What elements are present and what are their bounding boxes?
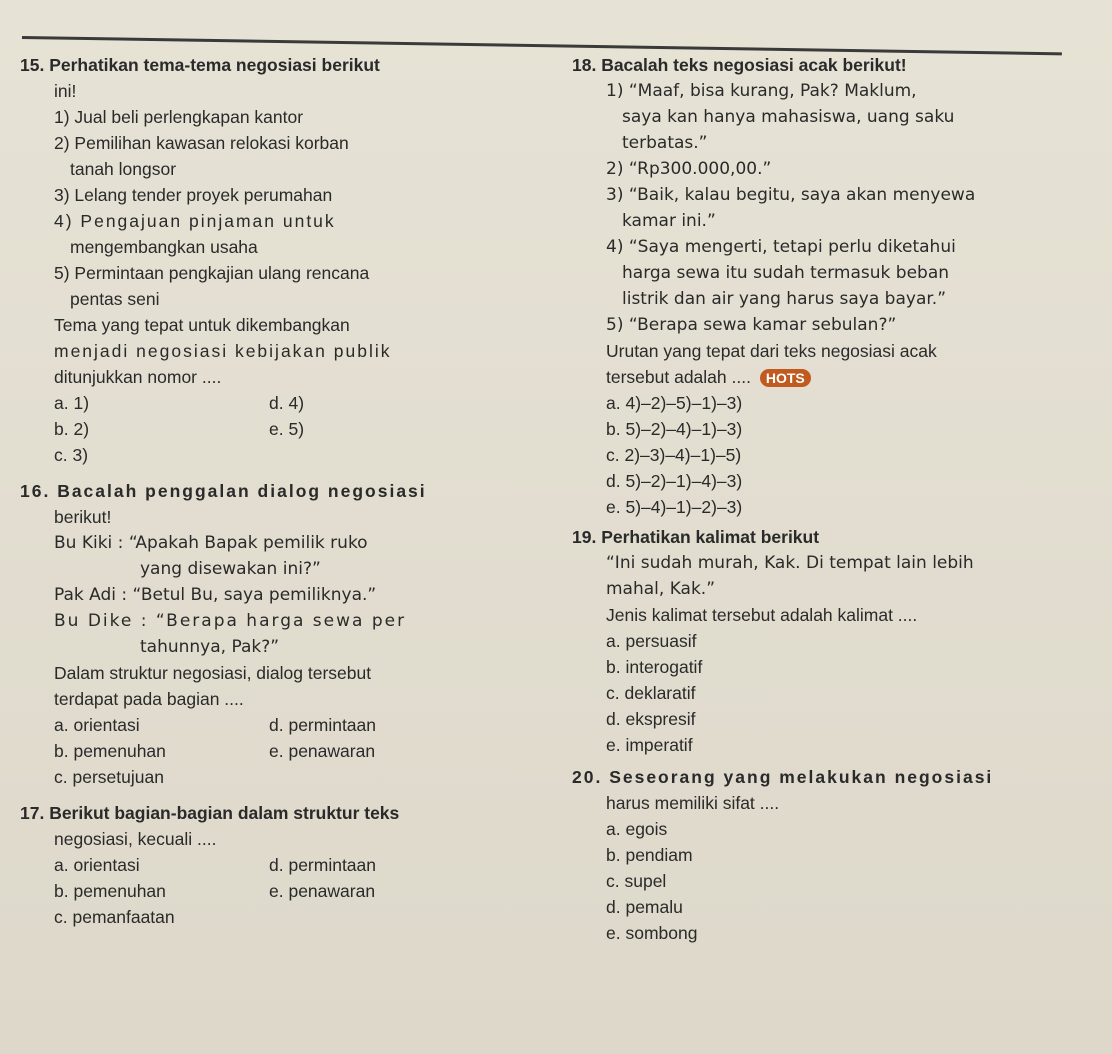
q16-option-b: b. pemenuhan [54, 741, 166, 761]
q18-option-e: e. 5)–4)–1)–2)–3) [606, 497, 743, 517]
q17-option-a: a. orientasi [54, 855, 140, 875]
q15-option-empty [269, 442, 484, 468]
q15-item-cont: tanah longsor [70, 159, 177, 179]
q18-option-b: b. 5)–2)–4)–1)–3) [606, 419, 743, 439]
question-16 [20, 478, 540, 790]
question-20 [572, 764, 1102, 946]
q15-option-d: d. 4) [269, 393, 305, 413]
q18-item: 2) “Rp300.000,00.” [606, 159, 772, 179]
q17-heading-cont: negosiasi, kecuali .... [54, 829, 217, 849]
q16-stem: terdapat pada bagian .... [54, 689, 244, 709]
q20-heading-cont: harus memiliki sifat .... [606, 793, 780, 813]
q15-item: 3) Lelang tender proyek perumahan [54, 185, 333, 205]
q16-options [20, 712, 540, 790]
q19-stem: Jenis kalimat tersebut adalah kalimat .... [606, 605, 918, 625]
q15-item: 5) Permintaan pengkajian ulang rencana [54, 263, 370, 283]
q16-stem: Dalam struktur negosiasi, dialog tersebut [54, 663, 372, 683]
q19-heading: 19. Perhatikan kalimat berikut [572, 527, 820, 547]
q16-dialog-line: Pak Adi : “Betul Bu, saya pemiliknya.” [54, 585, 377, 605]
q16-heading-cont: berikut! [54, 507, 112, 527]
q18-stem: tersebut adalah .... [606, 367, 751, 387]
q17-option-c: c. pemanfaatan [54, 907, 175, 927]
q20-option-e: e. sombong [606, 923, 698, 943]
q18-stem-line2 [572, 364, 1102, 390]
question-19 [572, 524, 1102, 758]
q16-dialog-line: yang disewakan ini?” [140, 559, 321, 579]
q19-option-a: a. persuasif [606, 631, 697, 651]
q18-option-d: d. 5)–2)–1)–4)–3) [606, 471, 743, 491]
q17-option-empty [269, 904, 484, 930]
q19-option-b: b. interogatif [606, 657, 703, 677]
q15-option-b: b. 2) [54, 419, 90, 439]
q18-item: 5) “Berapa sewa kamar sebulan?” [606, 315, 897, 335]
question-15 [20, 52, 540, 468]
q20-option-b: b. pendiam [606, 845, 693, 865]
q18-option-c: c. 2)–3)–4)–1)–5) [606, 445, 742, 465]
question-18 [572, 52, 1102, 520]
q16-heading: 16. Bacalah penggalan dialog negosiasi [20, 481, 427, 501]
q15-option-e: e. 5) [269, 419, 305, 439]
q15-stem: ditunjukkan nomor .... [54, 367, 222, 387]
q15-stem: menjadi negosiasi kebijakan publik [54, 341, 392, 361]
q15-item-cont: mengembangkan usaha [70, 237, 258, 257]
q19-option-d: d. ekspresif [606, 709, 696, 729]
q18-item-cont: kamar ini.” [622, 211, 716, 231]
hots-badge: HOTS [760, 369, 811, 387]
q20-option-c: c. supel [606, 871, 667, 891]
q18-stem: Urutan yang tepat dari teks negosiasi acak [606, 341, 937, 361]
q15-item: 4) Pengajuan pinjaman untuk [54, 211, 336, 231]
q18-item: 3) “Baik, kalau begitu, saya akan menyewa [606, 185, 976, 205]
q15-option-a: a. 1) [54, 393, 90, 413]
q18-item-cont: harga sewa itu sudah termasuk beban [622, 263, 950, 283]
q15-item: 2) Pemilihan kawasan relokasi korban [54, 133, 349, 153]
right-column [572, 52, 1102, 946]
q15-item: 1) Jual beli perlengkapan kantor [54, 107, 304, 127]
q17-options [20, 852, 540, 930]
q16-dialog-line: tahunnya, Pak?” [140, 637, 280, 657]
q16-option-empty [269, 764, 484, 790]
q16-dialog-line: Bu Kiki : “Apakah Bapak pemilik ruko [54, 533, 368, 553]
q15-options [20, 390, 540, 468]
q15-stem: Tema yang tepat untuk dikembangkan [54, 315, 350, 335]
q18-item-cont: terbatas.” [622, 133, 708, 153]
q17-option-b: b. pemenuhan [54, 881, 166, 901]
question-17 [20, 800, 540, 930]
q15-heading: 15. Perhatikan tema-tema negosiasi berikut [20, 55, 380, 75]
q16-option-d: d. permintaan [269, 715, 377, 735]
q18-item-cont: listrik dan air yang harus saya bayar.” [622, 289, 946, 309]
q19-option-e: e. imperatif [606, 735, 693, 755]
q16-option-e: e. penawaran [269, 741, 376, 761]
q15-option-c: c. 3) [54, 445, 89, 465]
q17-heading: 17. Berikut bagian-bagian dalam struktur teks [20, 803, 400, 823]
q15-heading-cont: ini! [54, 81, 77, 101]
q20-option-d: d. pemalu [606, 897, 683, 917]
q16-dialog-line: Bu Dike : “Berapa harga sewa per [54, 611, 407, 631]
q20-option-a: a. egois [606, 819, 668, 839]
q19-quote: “Ini sudah murah, Kak. Di tempat lain lebih [606, 553, 974, 573]
q18-item: 4) “Saya mengerti, tetapi perlu diketahui [606, 237, 956, 257]
q18-option-a: a. 4)–2)–5)–1)–3) [606, 393, 743, 413]
q18-heading: 18. Bacalah teks negosiasi acak berikut! [572, 55, 907, 75]
q17-option-e: e. penawaran [269, 881, 376, 901]
q15-item-cont: pentas seni [70, 289, 160, 309]
q16-option-a: a. orientasi [54, 715, 140, 735]
q16-option-c: c. persetujuan [54, 767, 164, 787]
left-column [20, 52, 540, 930]
q19-quote: mahal, Kak.” [606, 579, 716, 599]
q17-option-d: d. permintaan [269, 855, 377, 875]
q19-option-c: c. deklaratif [606, 683, 696, 703]
q18-item-cont: saya kan hanya mahasiswa, uang saku [622, 107, 955, 127]
q18-item: 1) “Maaf, bisa kurang, Pak? Maklum, [606, 81, 917, 101]
q20-heading: 20. Seseorang yang melakukan negosiasi [572, 767, 994, 787]
